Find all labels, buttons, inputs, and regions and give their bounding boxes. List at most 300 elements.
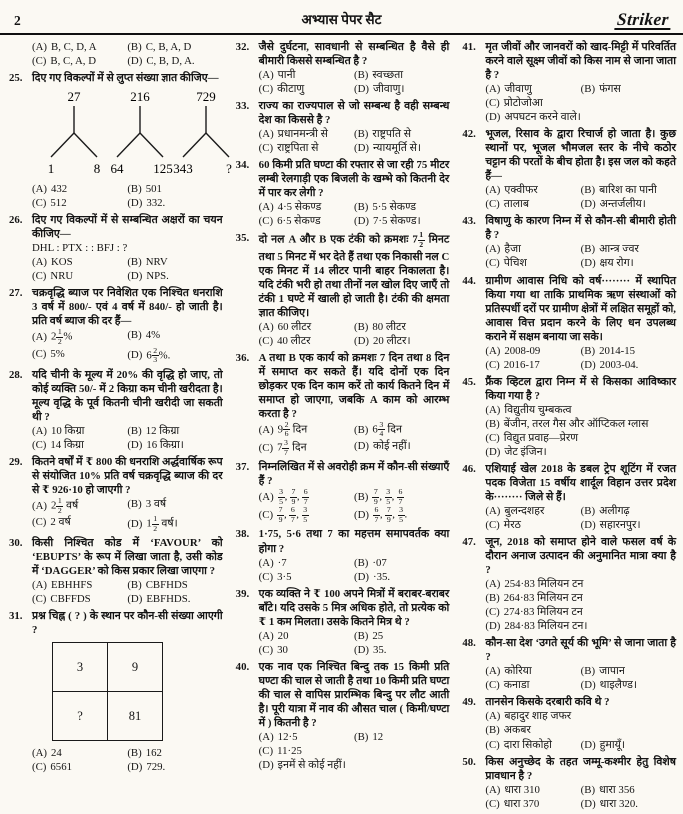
option-b: [127, 182, 222, 196]
question-body: [32, 368, 223, 452]
option-text: $\frac{6}{7}$ , $\frac{7}{9}$ , $\frac{3}{5}$ .: [374, 505, 408, 524]
question-text: किसी निश्चित कोड में ‘FAVOUR’ को ‘EBUPTS’ के रूप में लिखा जाता है, उसी कोड में ‘DAGGER’ को किस प्रकार लिखा जाएगा ?: [32, 537, 223, 578]
tree-top-number: 729: [196, 89, 216, 105]
option-label: (C): [258, 509, 274, 522]
tree-top-number: 216: [130, 89, 150, 105]
options: [32, 182, 223, 210]
option-c: [259, 643, 354, 657]
option-label: (C): [32, 593, 47, 606]
option-text: पेचिश: [503, 257, 527, 270]
tree-bottom-number: 125: [153, 161, 173, 177]
options: [32, 424, 223, 452]
option-label: (B): [127, 329, 142, 342]
option-text: सहारनपुर।: [599, 519, 641, 532]
options: [259, 127, 450, 155]
option-text: ·35.: [373, 570, 391, 583]
question-text: 1·75, 5·6 तथा 7 का महत्तम समापवर्तक क्या होगा ?: [258, 528, 450, 555]
question-number: 28.: [9, 368, 23, 381]
question-number: 25.: [9, 72, 23, 85]
option-label: (B): [485, 417, 500, 430]
option-text: 501: [145, 183, 162, 196]
option-label: (B): [354, 201, 369, 214]
option-d: [485, 110, 676, 124]
option-label: (D): [127, 761, 143, 774]
option-b: [485, 591, 676, 605]
option-text: 60 लीटर: [277, 320, 312, 333]
question-body: [485, 274, 676, 372]
matrix-cell: 3: [53, 643, 108, 692]
option-b: [581, 504, 676, 518]
option-text: 2 $\frac{1}{2}$ %: [51, 327, 73, 346]
question-number: 30.: [9, 537, 23, 550]
option-a: [485, 403, 676, 417]
option-label: (A): [258, 629, 274, 642]
question-body: [32, 286, 223, 364]
option-label: (B): [580, 783, 596, 796]
option-label: (D): [354, 142, 369, 155]
option-text: कोरिया: [504, 665, 532, 678]
question-29: [9, 455, 223, 533]
option-text: 2 $\frac{1}{2}$ वर्ष: [51, 495, 79, 515]
option-b: [127, 328, 222, 346]
option-label: (C): [32, 438, 47, 451]
option-text: राष्ट्रपति से: [372, 128, 412, 141]
option-b: [354, 68, 449, 82]
option-label: (A): [485, 184, 501, 197]
option-text: 432: [51, 183, 68, 196]
fraction: $\frac{2}{6}$: [284, 419, 289, 439]
option-label: (A): [485, 710, 501, 723]
question-number: 48.: [462, 637, 476, 650]
option-text: अपघटन करने वाले।: [504, 111, 581, 124]
option-text: कीटाणु: [277, 83, 305, 96]
option-text: अलीगढ़: [599, 505, 630, 517]
option-label: (D): [580, 257, 596, 270]
option-label: (B): [354, 423, 369, 436]
option-label: (D): [127, 593, 143, 606]
options: [259, 556, 450, 584]
option-text: 24: [51, 747, 62, 760]
option-label: (B): [354, 320, 369, 333]
option-label: (D): [354, 440, 369, 453]
option-text: कोई नहीं।: [373, 440, 411, 453]
option-label: (A): [32, 331, 47, 344]
option-c: [485, 256, 580, 270]
question-number: 36.: [235, 351, 250, 364]
options: [485, 403, 676, 459]
question-text: किस अनुच्छेद के तहत जम्मू-कश्मीर हेतु विशेष प्रावधान है ?: [485, 755, 677, 782]
tree-branch-line: [74, 133, 97, 157]
matrix-cell: 9: [108, 643, 163, 692]
option-label: (B): [127, 183, 142, 196]
question-text: प्रश्न चिह्न ( ? ) के स्थान पर कौन-सी संख्या आएगी ?: [32, 610, 223, 637]
option-text: अकबर: [503, 724, 531, 737]
option-label: (D): [580, 358, 596, 371]
option-label: (A): [485, 344, 501, 357]
fraction: $\frac{1}{2}$: [153, 514, 158, 533]
option-d: [354, 506, 449, 524]
question-48: [462, 636, 676, 692]
option-label: (B): [127, 256, 142, 269]
option-d: [581, 738, 676, 752]
option-text: C, B, D, A.: [146, 55, 195, 68]
question-33: [236, 99, 450, 155]
option-d: [354, 82, 449, 96]
option-d: [127, 54, 222, 68]
option-d: [127, 438, 222, 452]
question-number: 34.: [235, 159, 250, 172]
question-number: 40.: [235, 660, 250, 673]
options: [32, 255, 223, 283]
option-text: तालाब: [503, 198, 529, 211]
option-label: (B): [580, 665, 596, 678]
question-number: 37.: [235, 461, 250, 474]
question-text: 60 किमी प्रति घण्टा की रफ्तार से जा रही 75 मीटर लम्बी रेलगाड़ी एक बिजली के खम्भे को कितनी देर में पार कर लेगी ?: [258, 159, 450, 200]
option-text: KOS: [51, 256, 73, 269]
option-c: [32, 347, 127, 365]
option-text: 10 किग्रा: [51, 424, 85, 437]
option-label: (D): [354, 83, 369, 96]
option-text: NPS.: [146, 270, 169, 283]
option-text: 40 लीटर: [277, 334, 311, 347]
option-label: (C): [485, 97, 500, 110]
option-text: 512: [50, 197, 67, 210]
option-label: (D): [580, 797, 596, 810]
question-text: कौन-सा देश ‘उगते सूर्य की भूमि’ से जाना जाता है ?: [485, 637, 677, 664]
option-text: 2003-04.: [599, 358, 639, 371]
question-number: 33.: [235, 100, 250, 113]
option-label: (B): [127, 424, 142, 437]
option-b: [581, 783, 676, 797]
option-label: (B): [354, 730, 369, 743]
question-47: [462, 535, 676, 633]
option-b: [354, 629, 449, 643]
option-c: [32, 269, 127, 283]
option-text: 7·5 सेकण्ड।: [373, 215, 421, 228]
fraction: $\frac{6}{7}$: [398, 487, 403, 506]
option-text: कनाडा: [503, 679, 530, 692]
question-41: [462, 40, 676, 124]
question-text: यदि चीनी के मूल्य में 20% की वृद्धि हो जाए, तो कोई व्यक्ति 50/- में 2 किग्रा कम चीनी खरीदता है। मूल्य वृद्धि के पूर्व कितनी चीनी खरीदी जा सकती थी ?: [32, 368, 223, 423]
question-number: [9, 40, 32, 68]
question-28: [9, 368, 223, 452]
fraction: $\frac{3}{5}$: [303, 505, 308, 524]
option-b: [581, 82, 676, 96]
option-a: [32, 746, 127, 760]
brand-logo: Striker: [615, 10, 672, 30]
question-body: [485, 695, 676, 751]
fraction: $\frac{7}{9}$: [291, 487, 296, 506]
option-text: 332.: [146, 197, 166, 210]
option-c: [259, 334, 354, 348]
option-text: 6 $\frac{2}{3}$ %.: [146, 345, 171, 365]
option-label: (D): [127, 55, 143, 68]
option-text: 3·5: [277, 570, 292, 583]
option-c: [32, 515, 127, 533]
option-label: (B): [354, 490, 369, 503]
option-text: CBFHDS: [145, 579, 188, 592]
page-number: 2: [14, 13, 21, 29]
option-text: C, B, A, D: [145, 41, 192, 53]
option-label: (D): [580, 519, 596, 532]
question-body: [259, 587, 450, 657]
option-label: (D): [127, 349, 143, 362]
question-body: [259, 231, 450, 347]
option-label: (D): [354, 215, 369, 228]
option-label: (A): [258, 423, 274, 436]
question-text: दिए गए विकल्पों में से लुप्त संख्या ज्ञात कीजिए—: [32, 72, 219, 85]
option-label: (B): [127, 497, 142, 510]
option-label: (C): [485, 431, 500, 444]
question-text: एक व्यक्ति ने ₹ 100 अपने मित्रों में बराबर-बराबर बाँटे। यदि उसके 5 मित्र अधिक होते, तो प्रत्येक को ₹ 1 कम मिलता। उसके कितने मित्र थे ?: [258, 587, 450, 628]
question-number: 41.: [462, 41, 476, 53]
question-40: [236, 660, 450, 772]
option-text: 16 किग्रा।: [146, 438, 184, 451]
option-c: [32, 196, 127, 210]
option-text: 7 $\frac{3}{7}$ दिन: [277, 438, 307, 457]
question-body: [259, 527, 450, 583]
option-d: [581, 518, 676, 532]
question-number: 45.: [462, 375, 476, 388]
option-label: (A): [32, 579, 47, 592]
tree-branch-line: [206, 133, 229, 157]
option-text: 35.: [373, 643, 387, 656]
options: [485, 577, 676, 633]
option-label: (B): [354, 629, 369, 642]
option-b: [354, 556, 449, 570]
options: [485, 783, 676, 811]
option-a: [259, 68, 354, 82]
question-body: [32, 213, 223, 283]
option-label: (A): [485, 505, 501, 517]
option-c: [259, 439, 354, 457]
option-d: [581, 256, 676, 270]
option-text: बेंजीन, तरल गैस और ऑप्टिकल ग्लास: [503, 417, 649, 430]
fraction: $\frac{1}{2}$: [419, 230, 424, 249]
option-b: [127, 424, 222, 438]
option-text: पानी: [277, 69, 296, 82]
option-text: 254·83 मिलियन टन: [504, 578, 584, 591]
tree-bottom-number: 1: [47, 161, 55, 177]
option-label: (C): [485, 679, 500, 692]
option-c: [485, 197, 580, 211]
option-label: (A): [32, 41, 47, 53]
option-text: 9 $\frac{2}{6}$ दिन: [277, 419, 308, 439]
options: [485, 709, 676, 751]
option-c: [259, 82, 354, 96]
tree-bottom-number: 64: [110, 161, 124, 177]
fraction: $\frac{6}{7}$: [290, 505, 295, 524]
option-b: [581, 344, 676, 358]
option-label: (B): [485, 724, 500, 737]
question-number: 26.: [9, 214, 23, 227]
option-a: [259, 556, 354, 570]
option-label: (D): [580, 198, 596, 211]
options: [32, 746, 223, 774]
option-text: 6561: [50, 761, 72, 774]
option-d: [354, 214, 449, 228]
question-line: DHL : PTX : : BFJ : ?: [32, 242, 128, 255]
question-body: [259, 158, 450, 228]
option-b: [127, 40, 222, 54]
option-label: (D): [485, 445, 501, 458]
option-label: (A): [485, 665, 501, 678]
options: [259, 730, 450, 772]
option-c: [259, 214, 354, 228]
option-text: 264·83 मिलियन टन: [503, 592, 583, 605]
option-text: आन्त्र ज्वर: [599, 243, 639, 256]
option-b: [581, 664, 676, 678]
option-label: (B): [580, 505, 596, 517]
option-label: (C): [258, 643, 274, 656]
option-label: (A): [258, 128, 274, 141]
option-text: 2016-17: [503, 358, 540, 371]
fraction: $\frac{7}{9}$: [373, 487, 378, 506]
option-a: [32, 255, 127, 269]
option-label: (D): [127, 517, 143, 530]
option-d: [127, 269, 222, 283]
option-c: [32, 438, 127, 452]
option-text: 4·5 सेकण्ड: [277, 201, 322, 214]
question-35: [236, 231, 450, 347]
option-c: [485, 431, 676, 445]
option-c: [259, 506, 354, 524]
option-a: [259, 200, 354, 214]
option-c: [32, 54, 127, 68]
question-body: [485, 636, 676, 692]
option-c: [485, 678, 580, 692]
fraction: $\frac{1}{2}$: [57, 327, 62, 346]
option-text: प्रधानमन्त्री से: [277, 128, 328, 141]
option-text: NRV: [145, 256, 168, 269]
option-text: 5·5 सेकण्ड: [372, 201, 416, 214]
option-label: (B): [127, 747, 142, 760]
option-label: (A): [32, 747, 47, 760]
option-d: [127, 592, 222, 606]
option-text: 5%: [50, 347, 65, 360]
option-c: [485, 96, 676, 110]
option-a: [259, 320, 354, 334]
question-number: 46.: [462, 462, 476, 475]
option-label: (D): [354, 509, 369, 522]
number-matrix-figure: [52, 642, 163, 741]
question-body: [485, 375, 676, 459]
option-label: (C): [485, 358, 500, 371]
column-1: [9, 40, 232, 814]
option-a: [485, 82, 580, 96]
question-body: [259, 40, 450, 96]
option-label: (B): [485, 592, 500, 605]
option-a: [485, 242, 580, 256]
option-b: [354, 730, 449, 744]
question-text: A तथा B एक कार्य को क्रमशः 7 दिन तथा 8 दिन में समाप्त कर सकते हैं। यदि दोनों एक दिन छोड़कर एक दिन काम करें तो कार्य कितने दिन में समाप्त हो जाएगा, जबकि A काम को आरम्भ करता है ?: [258, 351, 450, 420]
option-text: 4%: [145, 329, 161, 342]
tree-branch-line: [117, 133, 140, 157]
option-label: (C): [258, 334, 274, 347]
option-label: (B): [580, 83, 596, 96]
option-label: (D): [354, 643, 369, 656]
number-tree-figure: [34, 87, 238, 182]
options: [485, 664, 676, 692]
question-32: [236, 40, 450, 96]
question-number: 49.: [462, 696, 476, 709]
option-d: [127, 760, 222, 774]
option-text: धारा 320.: [599, 797, 638, 810]
option-text: B, C, A, D: [50, 55, 97, 68]
option-c: [259, 141, 354, 155]
option-d: [354, 570, 449, 584]
option-label: (C): [258, 215, 274, 228]
option-label: (A): [258, 730, 274, 743]
question-number: 32.: [235, 41, 250, 53]
option-label: (A): [258, 201, 274, 214]
option-a: [259, 730, 354, 744]
question-text: जैसे दुर्घटना, सावधानी से सम्बन्धित है वैसे ही बीमारी किससे सम्बन्धित है ?: [258, 41, 450, 68]
option-label: (D): [127, 270, 143, 283]
question-body: [32, 40, 223, 68]
option-text: अन्तर्जलीय।: [599, 198, 646, 211]
question-text: राज्य का राज्यपाल से जो सम्बन्ध है वही सम्बन्ध देश का किससे है ?: [258, 100, 450, 127]
question-body: [259, 351, 450, 457]
question-body: [259, 460, 450, 524]
question-43: [462, 214, 676, 270]
fraction: $\frac{3}{5}$: [386, 487, 391, 506]
question-text: फ्रैंक व्हिटल द्वारा निम्न में से किसका आविष्कार किया गया है ?: [485, 375, 677, 402]
question-body: [259, 660, 450, 772]
option-label: (C): [32, 516, 47, 529]
options: [32, 328, 223, 364]
option-a: [32, 182, 127, 196]
option-label: (A): [485, 578, 501, 591]
question-text: तानसेन किसके दरबारी कवि थे ?: [485, 696, 610, 709]
option-text: 284·83 मिलियन टन।: [504, 620, 588, 633]
option-text: थाइलैण्ड।: [599, 679, 637, 692]
question-text: विषाणु के कारण निम्न में से कौन-सी बीमारी होती है ?: [485, 215, 677, 242]
option-label: (D): [127, 438, 143, 451]
option-a: [259, 127, 354, 141]
column-3: [462, 40, 676, 814]
option-text: B, C, D, A: [51, 41, 97, 53]
fraction: $\frac{3}{4}$: [379, 419, 384, 439]
option-label: (C): [32, 347, 47, 360]
option-label: (D): [580, 679, 596, 692]
page-header: [0, 0, 683, 35]
option-text: 2014-15: [599, 344, 636, 357]
question-44: [462, 274, 676, 372]
option-text: जापान: [599, 665, 625, 678]
option-text: क्षय रोग।: [599, 257, 634, 270]
option-text: दारा सिकोहो: [503, 738, 552, 751]
option-label: (B): [580, 344, 596, 357]
tree-bottom-number: ?: [226, 161, 232, 177]
option-d: [581, 197, 676, 211]
option-label: (C): [485, 257, 500, 270]
option-label: (D): [258, 758, 274, 771]
option-text: प्रोटोजोआ: [503, 97, 543, 110]
option-b: [354, 421, 449, 439]
option-a: [485, 783, 580, 797]
option-d: [354, 643, 449, 657]
option-d: [581, 797, 676, 811]
option-label: (A): [258, 320, 274, 333]
options: [259, 68, 450, 96]
option-text: 2 वर्ष: [50, 516, 71, 529]
option-b: [354, 200, 449, 214]
option-d: [354, 334, 449, 348]
option-text: EBHHFS: [51, 579, 93, 592]
option-c: [485, 358, 580, 372]
option-text: 30: [277, 643, 288, 656]
